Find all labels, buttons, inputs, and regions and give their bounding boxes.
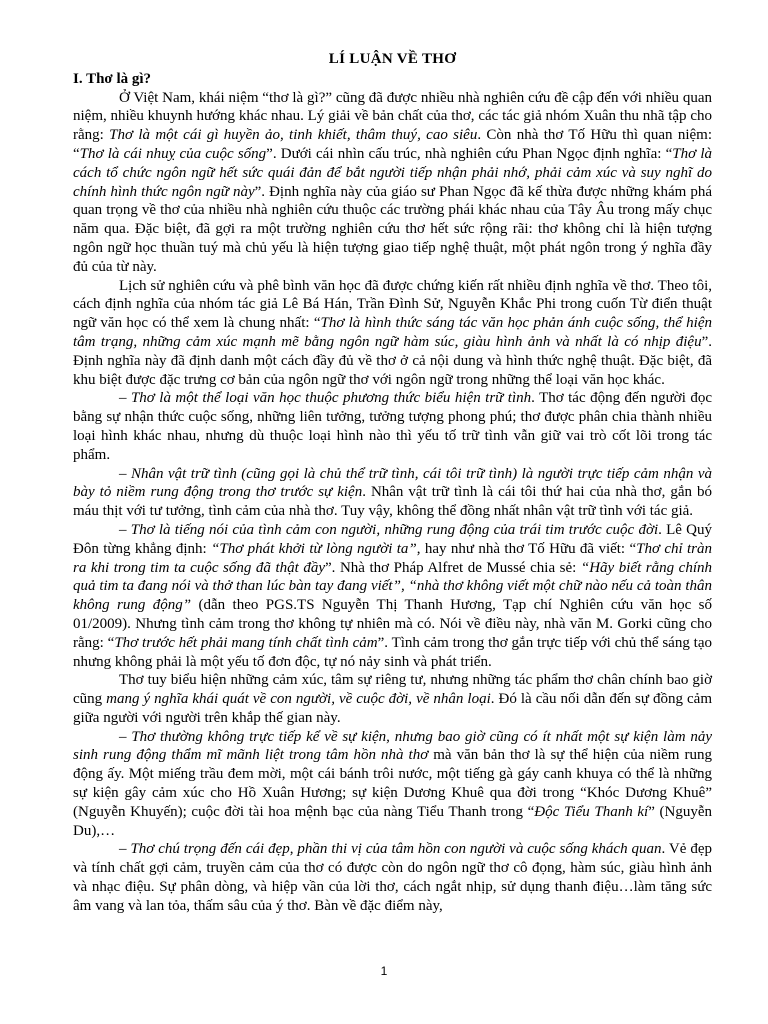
text-run: Ở Việt Nam, khái niệm “thơ là gì?” cũng đã được nhiều nhà nghiên cứu đề cập đến với nhiều quan niệm, nhiều khuynh hướng khác nhau. Lý giải về bản chất của thơ, các tác giả nhóm Xuân thu nhã tập cho rằng: [73, 89, 712, 144]
italic-text: Thơ là tiếng nói của tình cảm con người, những rung động của trái tim trước cuộc đời [130, 521, 659, 538]
text-run: ”. Dưới cái nhìn cấu trúc, nhà nghiên cứu Phan Ngọc định nghĩa: “ [266, 145, 673, 162]
italic-text: Nhân vật trữ tình (cũng gọi là chủ thể trữ tình, cái tôi trữ tình) là người trực tiếp cảm nhận và bày tỏ niềm rung động trong thơ trước sự kiện [73, 465, 713, 501]
text-run: Thơ tuy biểu hiện những cảm xúc, tâm sự riêng tư, nhưng những tác phẩm thơ chân chính bao giờ cũng [73, 672, 712, 708]
text-run: Lịch sử nghiên cứu và phê bình văn học đã được chứng kiến rất nhiều định nghĩa về thơ. Theo tôi, cách định nghĩa của nhóm tác giả Lê Bá Hán, Trần Đình Sử, Nguyễn Khắc Phi trong cuốn Từ điển thuật ngữ văn học có thể xem là chung nhất: “ [73, 277, 712, 332]
text-run: ”. Nhà thơ Pháp Alfret de Mussé chia sẻ: [325, 559, 581, 576]
italic-text: mang ý nghĩa khái quát về con người, về cuộc đời, về nhân loại [106, 691, 491, 708]
italic-text: Thơ thường không trực tiếp kể về sự kiện, nhưng bao giờ cũng có ít nhất một sự kiện làm nảy sinh rung động thẩm mĩ mãnh liệt trong tâm hồn nhà thơ [73, 728, 713, 764]
italic-text: Thơ là một cái gì huyền ảo, tinh khiết, thâm thuý, cao siêu [109, 127, 478, 144]
text-run: ” (Nguyễn Du),… [73, 803, 712, 839]
italic-text: Độc Tiểu Thanh kí [534, 803, 649, 820]
paragraph [73, 465, 712, 521]
text-run: . Nhân vật trữ tình là cái tôi thứ hai của nhà thơ, gắn bó máu thịt với tư tưởng, tình cảm của nhà thơ. Tuy vậy, không thể đồng nhất nhân vật trữ tình với tác giả. [73, 484, 712, 520]
text-run: ”. Định nghĩa này đã định danh một cách đầy đủ về thơ ở cả nội dung và hình thức nghệ thuật. Đặc biệt, đã khu biệt được đặc trưng cơ bản của ngôn ngữ thơ với ngôn ngữ trong những thể loại văn học khác. [73, 333, 712, 388]
text-run: – [119, 521, 131, 538]
text-run: ”. Định nghĩa này của giáo sư Phan Ngọc đã kế thừa được những khám phá quan trọng về thơ của nhiều nhà nghiên cứu thuộc các trường phái khác nhau của Tây Âu trong mấy chục năm qua. Đặc biệt, đã gợi ra một trường nghiên cứu thơ hết sức rộng rãi: thơ không chỉ là hiện tượng ngôn ngữ học thuần tuý mà chủ yếu là hiện tượng giao tiếp nghệ thuật, một phát ngôn trong ý nghĩa đầy đủ của từ này. [73, 183, 712, 275]
page-number: 1 [380, 964, 388, 978]
text-run: mà văn bản thơ là sự thể hiện của niềm rung động ấy. Một miếng trầu đem mời, một cái bánh trôi nước, một tiếng gà gáy canh khuya có thể là những sự kiện gây cảm xúc cho Hồ Xuân Hương; sự kiện Dương Khuê qua đời trong “Khóc Dương Khuê” (Nguyễn Khuyến); cuộc đời tài hoa mệnh bạc của nàng Tiểu Thanh trong “ [73, 747, 712, 820]
document-page [73, 50, 712, 916]
paragraph [73, 277, 712, 390]
italic-text: Thơ trước hết phải mang tính chất tình cảm [114, 634, 378, 651]
text-run: – [119, 390, 131, 407]
paragraph [73, 521, 712, 671]
text-run: . Đó là cầu nối dẫn đến sự đồng cảm giữa người với người trên khắp thế gian này. [73, 691, 712, 726]
italic-text: “Thơ phát khởi từ lòng người ta” [211, 540, 417, 557]
paragraph [73, 389, 712, 464]
text-run: . Còn nhà thơ Tố Hữu thì quan niệm: “ [73, 127, 712, 162]
text-run: . Vẻ đẹp và tính chất gợi cảm, truyền cảm của thơ có được còn do ngôn ngữ thơ cô đọng, hàm súc, giàu hình ảnh và nhạc điệu. Sự phân dòng, và hiệp vần của lời thơ, cách ngắt nhịp, sử dụng thanh điệu…làm tăng sức âm vang và lan tỏa, thấm sâu của ý thơ. Bàn về đặc điểm này, [73, 841, 712, 914]
text-run: – [119, 841, 131, 858]
text-run: – [119, 465, 131, 482]
paragraph [73, 671, 712, 727]
paragraph [73, 728, 712, 841]
italic-text: Thơ là cách tổ chức ngôn ngữ hết sức quái đản để bắt người tiếp nhận phải nhớ, phải cảm xúc và suy nghĩ do chính hình thức ngôn ngữ này [73, 145, 712, 200]
section-heading: I. Thơ là gì? [73, 70, 152, 87]
text-run: (dẫn theo PGS.TS Nguyễn Thị Thanh Hương, Tạp chí Nghiên cứu văn học số 01/2009). Nhưng tình cảm trong thơ không tự nhiên mà có. Nói về điều này, nhà văn M. Gorki cũng cho rằng: “ [73, 597, 713, 651]
text-run: , hay như nhà thơ Tố Hữu đã viết: “ [416, 540, 637, 557]
paragraph [73, 89, 712, 277]
italic-text: Thơ là cái nhuỵ của cuộc sống [79, 145, 267, 162]
text-run: . Thơ tác động đến người đọc bằng sự nhận thức cuộc sống, những liên tưởng, tưởng tượng phong phú; thơ được phân chia thành nhiều loại hình khác nhau, nhưng dù thuộc loại hình nào thì yếu tố trữ tình vẫn giữ vai trò cốt lõi trong tác phẩm. [73, 390, 713, 463]
text-run: ”. Tình cảm trong thơ gắn trực tiếp với chủ thể sáng tạo nhưng không phải là một yếu tố đơn độc, tự nó nảy sinh và phát triển. [73, 634, 712, 670]
text-run: . Lê Quý Đôn từng khẳng định: [73, 521, 713, 557]
text-run: – [119, 728, 132, 745]
paragraph [73, 840, 712, 915]
italic-text: Thơ chỉ tràn ra khi trong tim ta cuộc sống đã thật đầy [73, 540, 713, 576]
document-title: LÍ LUẬN VỀ THƠ [328, 51, 457, 67]
italic-text: Thơ là một thể loại văn học thuộc phương thức biểu hiện trữ tình [130, 390, 532, 407]
italic-text: Thơ là hình thức sáng tác văn học phản ánh cuộc sống, thể hiện tâm trạng, những cảm xúc mạnh mẽ bằng ngôn ngữ hàm súc, giàu hình ảnh và nhất là có nhịp điệu [73, 315, 712, 350]
italic-text: Thơ chú trọng đến cái đẹp, phần thi vị của tâm hồn con người và cuộc sống khách quan [130, 841, 662, 858]
italic-text: “Hãy biết rằng chính quả tim ta đang nói và thở than lúc bàn tay đang viết”, “nhà thơ không viết một chữ nào nếu cả toàn thân không rung động” [73, 559, 712, 614]
